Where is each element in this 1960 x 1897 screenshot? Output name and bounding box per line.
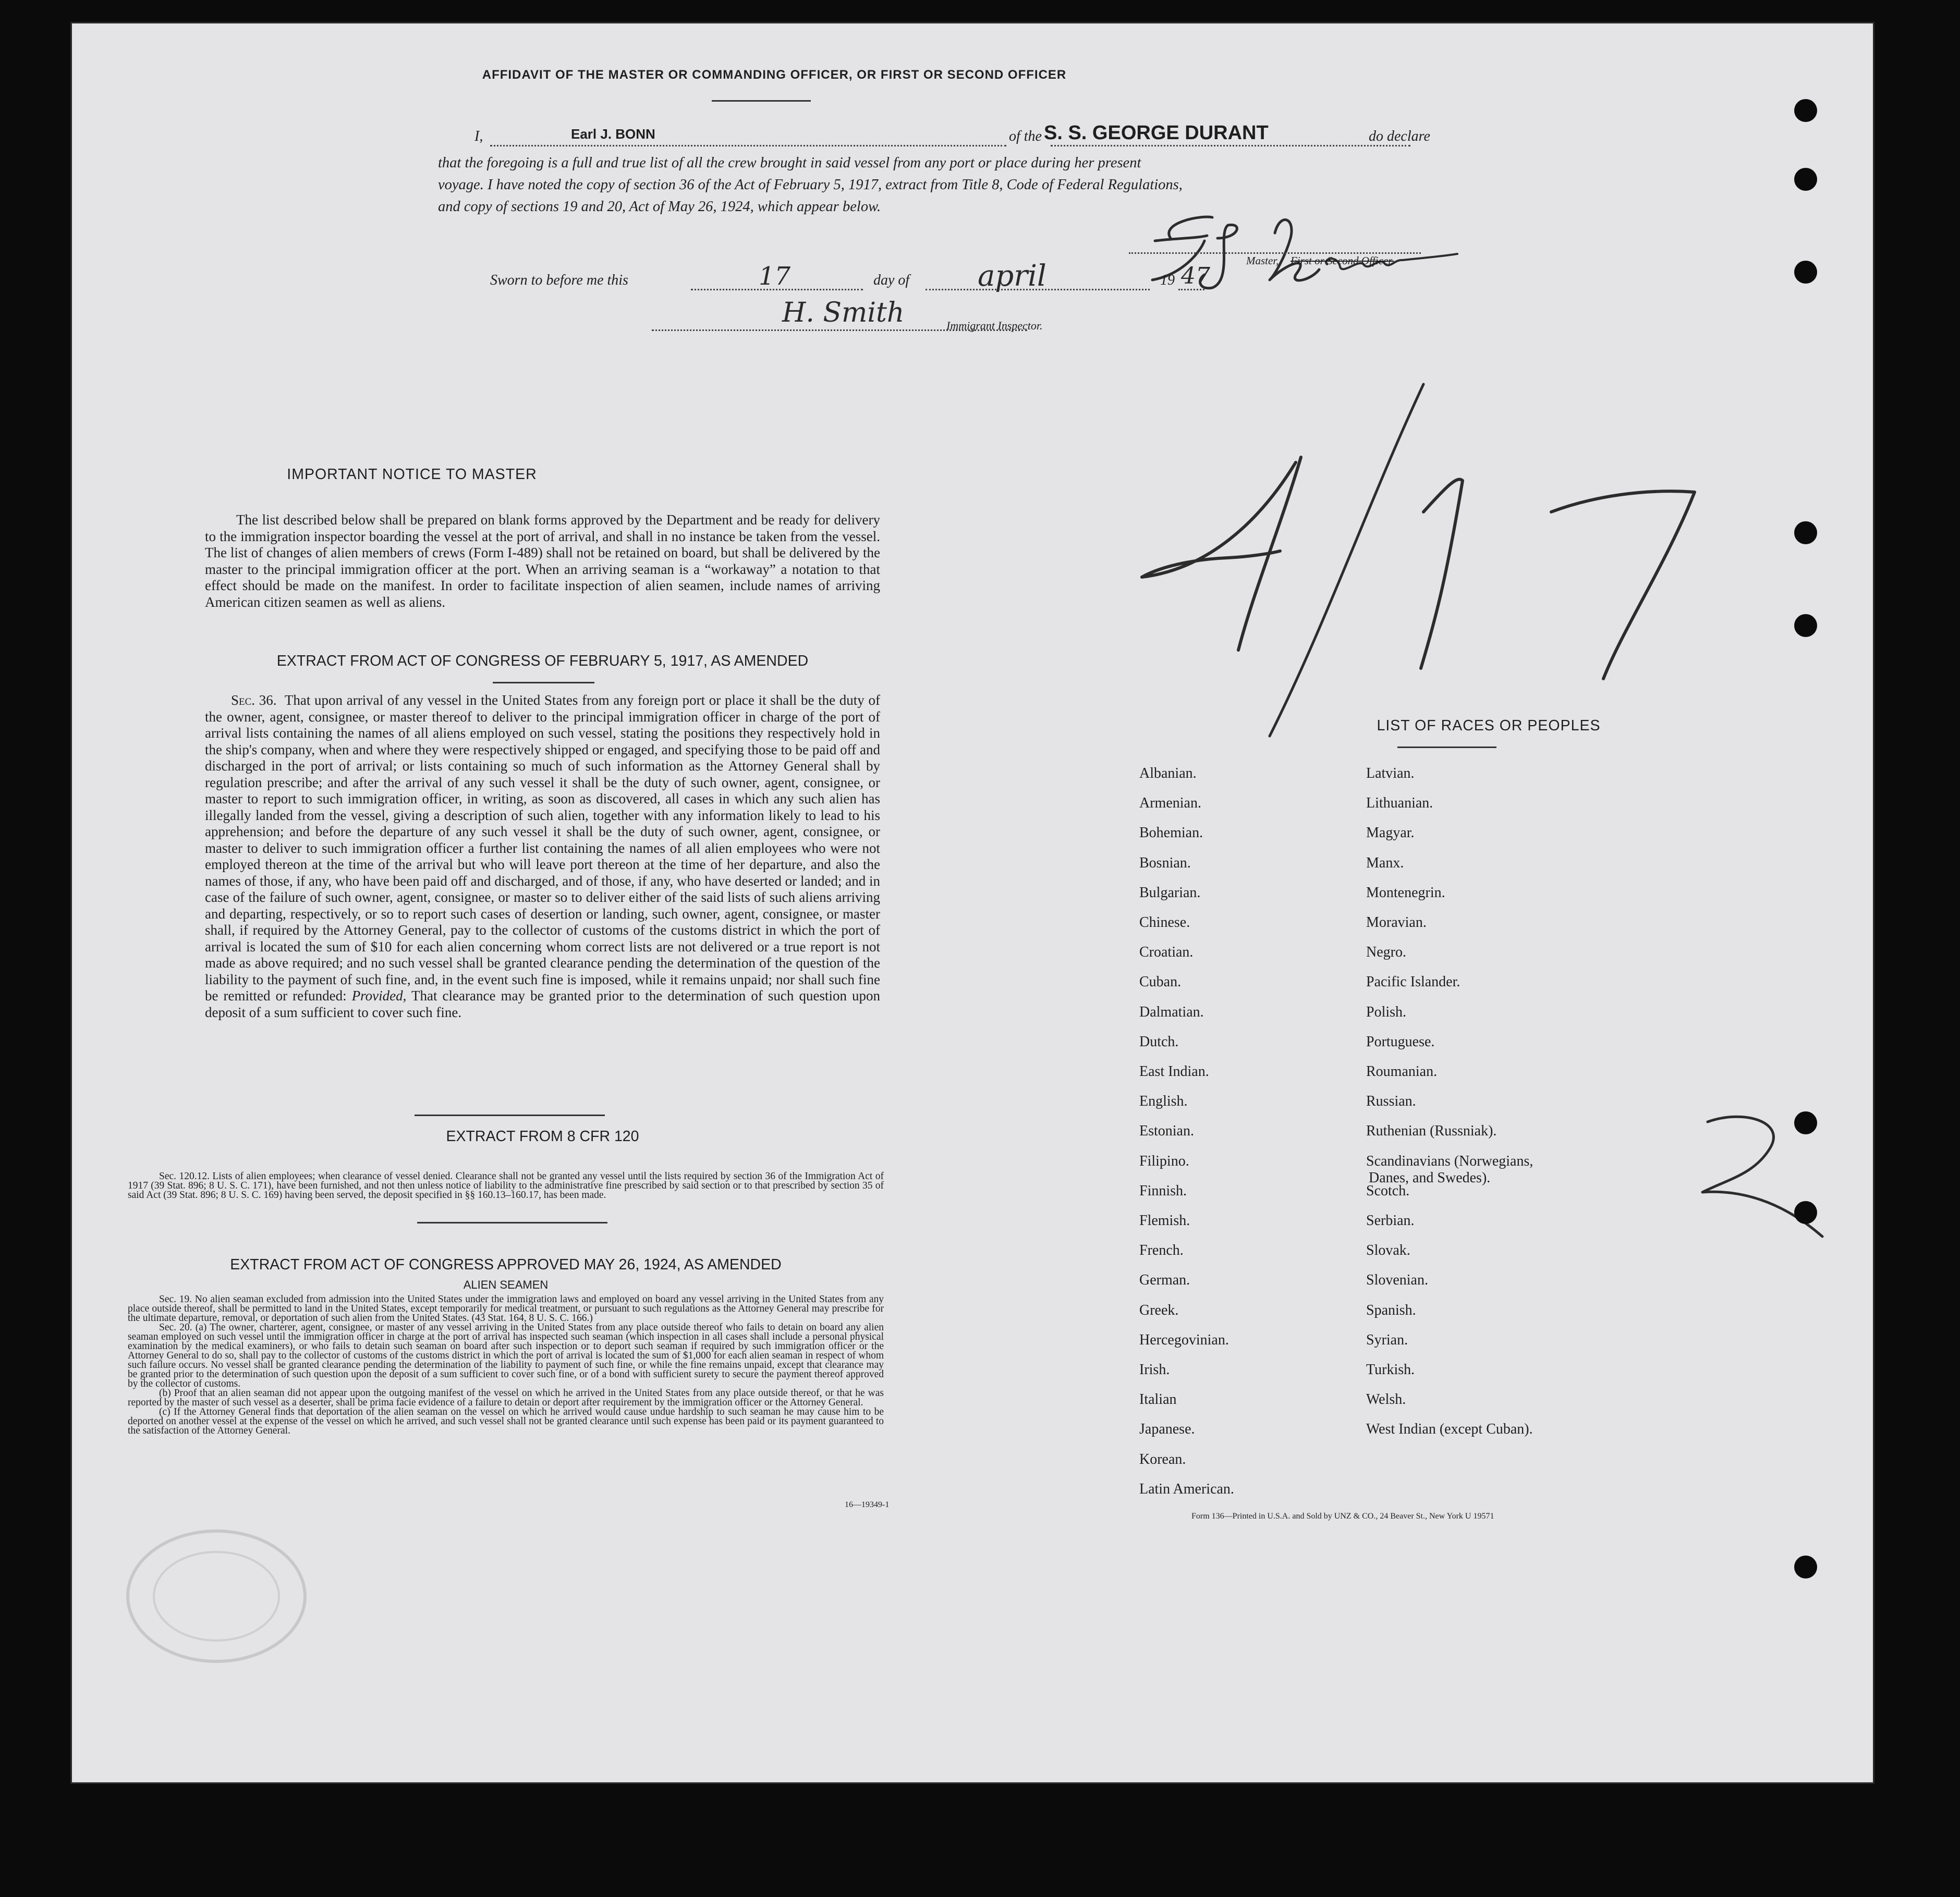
races-rule [1397, 746, 1496, 748]
affidavit-heading: AFFIDAVIT OF THE MASTER OR COMMANDING OFFICER, OR FIRST OR SECOND OFFICER [482, 68, 1067, 82]
affidavit-pre-name: I, [474, 128, 483, 144]
races-title: LIST OF RACES OR PEOPLES [1377, 717, 1601, 734]
race-item: Roumanian. [1366, 1063, 1438, 1080]
day-of-label: day of [873, 272, 910, 288]
race-item: Cuban. [1139, 974, 1182, 990]
faint-seal-stamp [117, 1518, 315, 1674]
race-item: Moravian. [1366, 914, 1427, 931]
proviso-text: That clearance may be granted prior to the determination of such question upon deposit of a sum sufficient to cover such fine. [205, 988, 881, 1020]
notice-text: The list described below shall be prepared on blank forms approved by the Department and be ready for delivery to the immigration inspector boarding the vessel at the port of arrival, and shall in no instance be taken from the vessel. The list of changes of alien members of crews (Form I-489) shall not be retained on board, but shall be delivered by the master to the principal immigration officer at the port. When an arriving seaman is a “workaway” a notation to that effect should be made on the manifest. In order to facilitate inspection of alien seamen, include names of arriving American citizen seamen as well as aliens. [205, 512, 880, 610]
signature-role-struck: First or Second Officer. [1291, 254, 1394, 267]
race-item: Hercegovinian. [1139, 1331, 1229, 1348]
name-fill-line [490, 145, 1006, 146]
extract-1924-rule-top [417, 1222, 607, 1223]
race-item: Montenegrin. [1366, 884, 1445, 901]
proviso-label: Provided, [351, 988, 407, 1003]
race-item: Manx. [1366, 854, 1404, 871]
race-item: Korean. [1139, 1451, 1186, 1467]
race-item: Greek. [1139, 1302, 1179, 1318]
handwritten-date-mark [1124, 356, 1749, 752]
extract-1917-text [205, 692, 880, 1021]
race-item: Danes, and Swedes). [1369, 1169, 1491, 1186]
race-item: Lithuanian. [1366, 795, 1433, 812]
race-item: Bosnian. [1139, 854, 1191, 871]
extract-cfr-text: Sec. 120.12. Lists of alien employees; when clearance of vessel denied. Clearance shall not be granted any vessel until the lists required by section 36 of the Immigration Act of 1917 (39 Stat. 896; 8 U. S. C. 171), have been furnished, and not then unless notice of liability to the administrative fine prescribed by said section or to that prescribed by section 35 of said Act (39 Stat. 896; 8 U. S. C. 169) having been served, the deposit specified in §§ 160.13–160.17, has been made. [128, 1171, 884, 1201]
affidavit-body-line-2: voyage. I have noted the copy of section 36 of the Act of February 5, 1917, extract from Title 8, Code of Federal Regulations, [438, 177, 1183, 193]
race-item: Scandinavians (Norwegians, [1366, 1153, 1533, 1169]
race-item: Japanese. [1139, 1421, 1195, 1438]
race-item: Ruthenian (Russniak). [1366, 1123, 1497, 1140]
race-item: East Indian. [1139, 1063, 1209, 1080]
race-item: English. [1139, 1093, 1188, 1110]
inspector-signature: H. Smith [782, 297, 905, 328]
race-item: Chinese. [1139, 914, 1190, 931]
race-item: Slovak. [1366, 1242, 1410, 1259]
vessel-name: S. S. GEORGE DURANT [1044, 122, 1269, 144]
race-item: Armenian. [1139, 795, 1201, 812]
extract-cfr-rule-top [415, 1115, 605, 1116]
race-item: Russian. [1366, 1093, 1416, 1110]
race-item: Flemish. [1139, 1213, 1190, 1229]
race-item: Italian [1139, 1391, 1177, 1408]
affidavit-body-line-1: that the foregoing is a full and true list of all the crew brought in said vessel from any port or place during her present [438, 155, 1141, 171]
sec-20c: (c) If the Attorney General finds that deportation of the alien seaman on the vessel on which he arrived would cause undue hardship to such seaman he may cause him to be deported on another vessel at the expense of the vessel on which he arrived, and such vessel shall not be granted clearance until such expense has been paid or its payment guaranteed to the satisfaction of the Attorney General. [128, 1406, 884, 1436]
heading-rule [712, 100, 811, 102]
affidavit-body-line-3: and copy of sections 19 and 20, Act of May 26, 1924, which appear below. [438, 199, 881, 215]
race-item: Dalmatian. [1139, 1003, 1204, 1020]
year-prefix: 19 [1160, 272, 1175, 288]
sec-19: Sec. 19. No alien seaman excluded from admission into the United States under the immigration laws and employed on board any vessel arriving in the United States from any place outside thereof, shall be permitted to land in the United States, except temporarily for medical treatment, or pursuant to such regulations as the Attorney General may prescribe for the ultimate departure, removal, or deportation of such alien from the United States. (43 Stat. 164, 8 U. S. C. 166.) [128, 1294, 884, 1324]
signature-role: Master, [1246, 254, 1279, 267]
binder-hole [1794, 99, 1817, 122]
binder-hole [1794, 521, 1817, 544]
binder-hole [1794, 1111, 1817, 1134]
race-item: Croatian. [1139, 944, 1194, 961]
sec-36-body: That upon arrival of any vessel in the United States from any foreign port or place it shall be the duty of the owner, agent, consignee, or master thereof to deliver to the principal immigration officer in charge of the port of arrival lists containing the names of all aliens employed on such vessel, stating the positions they respectively hold in the ship's company, when and where they were respectively shipped or engaged, and specifying those to be paid off and discharged in the port of arrival; or lists containing so much of such information as the Attorney General shall by regulation prescribe; and after the arrival of any such vessel it shall be the duty of such owner, agent, consignee, or master to report to such immigration officer, in writing, as soon as discovered, all cases in which any such alien has illegally landed from the vessel, giving a description of such alien, together with any information likely to lead to his apprehension; and before the departure of any such vessel it shall be the duty of such owner, agent, consignee, or master to deliver to such immigration officer a further list containing the names of all alien employees who were not employed thereon at the time of the arrival but who will leave port thereon at the time of her departure, and also the names of those, if any, who have been paid off and discharged, and of those, if any, who have deserted or landed; and in case of the failure of such owner, agent, consignee, or master so to deliver either of the said lists of such aliens arriving and departing, respectively, or so to report such cases of desertion or landing, such owner, agent, consignee, or master shall, if required by the Attorney General, pay to the collector of customs of the customs district in which the port of arrival is located the sum of $10 for each alien concerning whom correct lists are not delivered or a true report is not made as above required; and no such vessel shall be granted clearance pending the determination of the question of the liability to the payment of such fine, and, in the event such fine is imposed, while it remains unpaid; nor shall such fine be remitted or refunded: [205, 692, 880, 1003]
extract-1917-title: EXTRACT FROM ACT OF CONGRESS OF FEBRUARY 5, 1917, AS AMENDED [276, 653, 809, 669]
race-item: Irish. [1139, 1362, 1170, 1378]
race-item: Slovenian. [1366, 1272, 1428, 1289]
extract-cfr-title: EXTRACT FROM 8 CFR 120 [446, 1128, 639, 1145]
notice-title: IMPORTANT NOTICE TO MASTER [287, 466, 537, 483]
extract-1917-rule [493, 682, 594, 683]
race-item: Finnish. [1139, 1182, 1187, 1199]
race-item: Negro. [1366, 944, 1406, 961]
race-item: Latin American. [1139, 1480, 1234, 1497]
binder-hole [1794, 168, 1817, 191]
race-item: Syrian. [1366, 1331, 1408, 1348]
race-item: Bohemian. [1139, 825, 1203, 841]
race-item: Filipino. [1139, 1153, 1189, 1169]
race-item: Scotch. [1366, 1182, 1410, 1199]
sworn-day: 17 [759, 262, 791, 291]
form-code: 16—19349-1 [845, 1500, 890, 1509]
race-item: Dutch. [1139, 1033, 1179, 1050]
printer-footer: Form 136—Printed in U.S.A. and Sold by UNZ & CO., 24 Beaver St., New York U 19571 [1191, 1512, 1494, 1521]
extract-1924-subtitle: ALIEN SEAMEN [463, 1278, 549, 1291]
race-item: Bulgarian. [1139, 884, 1201, 901]
race-item: French. [1139, 1242, 1184, 1259]
master-name: Earl J. BONN [571, 126, 655, 142]
binder-hole [1794, 1201, 1817, 1224]
sec-20a: Sec. 20. (a) The owner, charterer, agent, consignee, or master of any vessel arriving in the United States from any place outside thereof who fails to detain on board any alien seaman employed on such vessel until the immigration officer in charge at the port of arrival has inspected such seaman (which inspection in all cases shall include a personal physical examination by the medical examiners), or who fails to detain such seaman on board after such inspection or to deport such seaman if required by such immigration officer or the Attorney General to do so, shall pay to the collector of customs of the customs district in which the port of arrival is located the sum of $1,000 for each alien seaman in respect of whom such failure occurs. No vessel shall be granted clearance pending the determination of the liability to payment of such fine, or while the fine remains unpaid, except that clearance may be granted prior to the determination of such question upon the deposit of a sum sufficient to cover such fine, or of a bond with sufficient surety to secure the payment thereof approved by the collector of customs. [128, 1322, 884, 1389]
race-item: Pacific Islander. [1366, 974, 1460, 990]
sworn-month: april [978, 259, 1046, 293]
master-signature-line [1129, 252, 1421, 254]
race-item: Albanian. [1139, 765, 1197, 781]
affidavit-do-declare: do declare [1369, 128, 1430, 144]
race-item: Serbian. [1366, 1213, 1415, 1229]
race-item: Spanish. [1366, 1302, 1416, 1318]
document-sheet [70, 22, 1874, 1784]
binder-hole [1794, 1556, 1817, 1578]
sec-36-label: Sec. 36. [231, 692, 277, 708]
binder-hole [1794, 614, 1817, 637]
race-item: West Indian (except Cuban). [1366, 1421, 1533, 1438]
race-item: Portuguese. [1366, 1033, 1435, 1050]
extract-1924-title: EXTRACT FROM ACT OF CONGRESS APPROVED MAY 26, 1924, AS AMENDED [230, 1256, 782, 1273]
race-item: Turkish. [1366, 1362, 1415, 1378]
binder-hole [1794, 261, 1817, 284]
race-item: Welsh. [1366, 1391, 1406, 1408]
sec-20b: (b) Proof that an alien seaman did not appear upon the outgoing manifest of the vessel on which he arrived in the United States from any place outside thereof, or that he was reported by the master of such vessel as a deserter, shall be prima facie evidence of a failure to detain or deport after requirement by the immigration officer or the Attorney General. [128, 1388, 884, 1408]
race-item: Polish. [1366, 1003, 1407, 1020]
extract-1924-text [128, 1295, 884, 1436]
inspector-title: Immigrant Inspector. [946, 319, 1043, 332]
affidavit-of-the: of the [1009, 128, 1042, 144]
vessel-fill-line [1051, 145, 1410, 146]
race-item: Estonian. [1139, 1123, 1194, 1140]
sworn-label: Sworn to before me this [490, 272, 628, 288]
race-item: Latvian. [1366, 765, 1415, 781]
year-suffix: 47 [1181, 263, 1210, 289]
race-item: Magyar. [1366, 825, 1415, 841]
race-item: German. [1139, 1272, 1190, 1289]
